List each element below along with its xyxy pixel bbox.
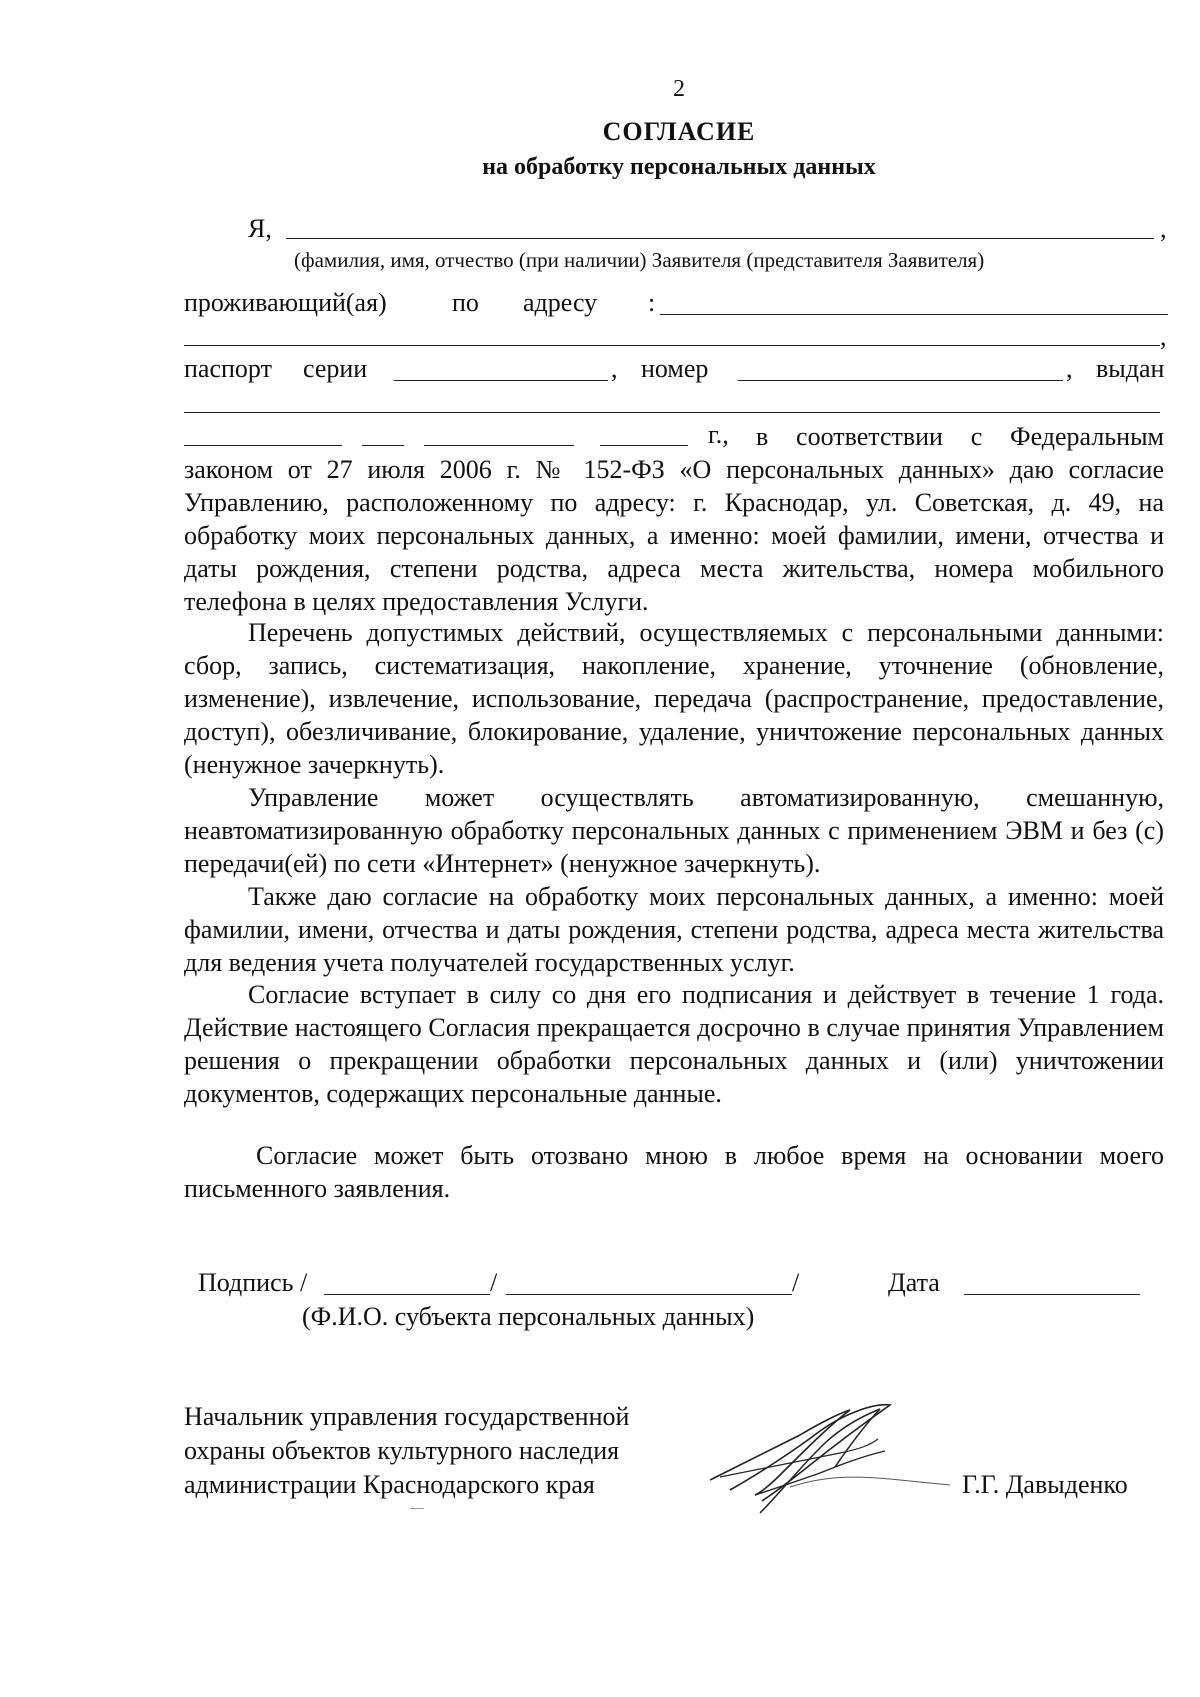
paragraph-consent-basis: в соответствии с Федеральным законом от 27 июля 2006 г. № 152-ФЗ «О персональных данных» даю согласие Управлению, расположенному по адресу: г. Краснодар, ул. Советская, д. 49, на обработку моих персональных данных, а именно: моей фамилии, имени, отчества и даты рождения, степени родства, адреса места жительства, номера мобильного телефона в целях предоставления Услуги. [184,422,1164,616]
passport-word-1: паспорт [184,354,272,383]
address-blank-2[interactable] [184,345,1160,346]
paragraph-processing-mode: Управление может осуществлять автоматизированную, смешанную, неавтоматизированную обработку персональных данных с применением ЭВМ и без (с) передачи(ей) по сети «Интернет» (ненужное зачеркнуть). [184,783,1164,878]
address-word-1: проживающий(ая) [184,288,387,317]
paragraph-actions-list: Перечень допустимых действий, осуществляемых с персональными данными: сбор, запись, систематизация, накопление, хранение, уточнение (обновление, изменение), извлечение, использование, передача (распространение, предоставление, доступ), обезличивание, блокирование, удаление, уничтожение персональных данных (ненужное зачеркнуть). [184,618,1164,779]
number-label: номер [641,354,709,383]
passport-word-2: серии [303,354,368,383]
paragraph-additional-consent: Также даю согласие на обработку моих персональных данных, а именно: моей фамилии, имени, отчества и даты рождения, степени родства, адреса места жительства для ведения учета получателей государственных услуг. [184,882,1164,977]
i-prefix: Я, [248,214,272,243]
i-suffix: , [1160,214,1167,243]
signature-blank[interactable] [324,1294,490,1295]
number-comma: , [1066,354,1073,383]
paragraph-validity: Согласие вступает в силу со дня его подписания и действует в течение 1 года. Действие настоящего Согласия прекращается досрочно в случае принятия Управлением решения о прекращении обработки персональных данных и (или) уничтожении документов, содержащих персональные данные. [184,980,1164,1108]
address-word-3: адресу [523,288,598,317]
passport-series-blank[interactable] [394,380,608,381]
document-subtitle: на обработку персональных данных [482,154,876,180]
address-colon: : [648,288,656,317]
passport-number-blank[interactable] [738,380,1063,381]
date-label: Дата [888,1268,940,1297]
address-blank-1[interactable] [660,314,1168,315]
signature-date-blank[interactable] [964,1294,1140,1295]
page-number: 2 [673,76,685,102]
year-suffix: г., [708,420,729,449]
official-name: Г.Г. Давыденко [962,1470,1128,1499]
document-title: СОГЛАСИЕ [602,117,756,146]
issued-label: выдан [1096,354,1165,383]
signature-caption: (Ф.И.О. субъекта персональных данных) [302,1302,755,1331]
fio-caption: (фамилия, имя, отчество (при наличии) Заявителя (представителя Заявителя) [294,248,985,272]
address-word-2: по [452,288,479,317]
fio-signature-blank[interactable] [506,1294,792,1295]
signature-label: Подпись / [198,1268,308,1297]
signature-slash-2: / [792,1268,800,1297]
scan-speck [410,1508,424,1509]
official-position-line-2: охраны объектов культурного наследия [184,1436,620,1465]
handwritten-signature [700,1395,960,1525]
issued-by-blank[interactable] [184,412,1160,413]
signature-slash-1: / [490,1268,498,1297]
official-position-line-1: Начальник управления государственной [184,1402,630,1431]
series-comma: , [611,354,618,383]
paragraph-revocation: Согласие может быть отозвано мною в любое время на основании моего письменного заявления. [184,1141,1164,1203]
address-comma: , [1160,322,1167,351]
fio-blank[interactable] [286,238,1154,239]
official-position-line-3: администрации Краснодарского края [184,1470,595,1499]
